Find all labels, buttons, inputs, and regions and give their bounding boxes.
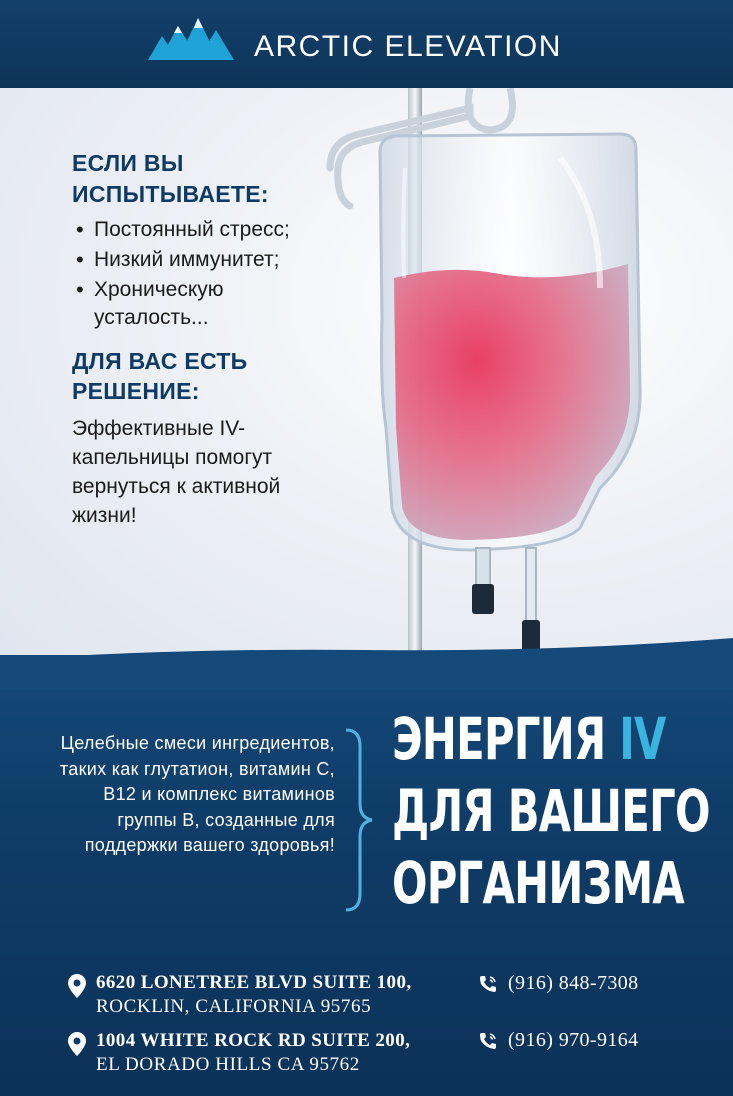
headline-line3: ОРГАНИЗМА bbox=[392, 849, 685, 917]
header-bar bbox=[0, 0, 733, 88]
solution-text: Эффективные IV-капельницы помогут вернуться к активной жизни! bbox=[72, 417, 281, 527]
phone-number: (916) 970-9164 bbox=[508, 1029, 639, 1051]
solution-heading-line1: ДЛЯ ВАС ЕСТЬ bbox=[72, 348, 248, 374]
headline-line2: ДЛЯ ВАШЕГО bbox=[392, 777, 710, 845]
symptoms-heading-line2: ИСПЫТЫВАЕТЕ: bbox=[72, 181, 269, 207]
headline-line1-main: ЭНЕРГИЯ bbox=[392, 705, 620, 773]
mountain-peaks-icon bbox=[148, 16, 234, 62]
phone-icon bbox=[478, 974, 498, 994]
address-line1: 1004 WHITE ROCK RD SUITE 200, bbox=[96, 1030, 411, 1051]
solution-heading-line2: РЕШЕНИЕ: bbox=[72, 378, 200, 404]
address-line1: 6620 LONETREE BLVD SUITE 100, bbox=[96, 972, 412, 993]
location-pin-icon bbox=[68, 1032, 86, 1056]
headline-accent: IV bbox=[619, 705, 666, 773]
address-line2: ROCKLIN, CALIFORNIA 95765 bbox=[96, 996, 372, 1017]
list-item: • Низкий иммунитет; bbox=[72, 246, 332, 274]
hero-section bbox=[0, 88, 733, 678]
phone-icon bbox=[478, 1031, 498, 1051]
symptoms-heading-line1: ЕСЛИ ВЫ bbox=[72, 150, 184, 176]
headline-line1 bbox=[392, 703, 666, 775]
headline bbox=[392, 703, 710, 919]
curly-brace-icon bbox=[340, 726, 376, 914]
ingredients-text: Целебные смеси ингредиентов, таких как глутатион, витамин С, В12 и комплекс витаминов группы В, созданные для поддержки вашего здоровья! bbox=[59, 733, 335, 855]
symptoms-block bbox=[72, 148, 332, 530]
symptoms-list bbox=[72, 216, 332, 332]
solution-heading bbox=[72, 346, 332, 406]
list-item: • Хроническую усталость... bbox=[72, 276, 332, 332]
list-item: • Постоянный стресс; bbox=[72, 216, 332, 244]
symptoms-heading bbox=[72, 148, 332, 210]
location-pin-icon bbox=[68, 974, 86, 998]
phone-number: (916) 848-7308 bbox=[508, 972, 639, 994]
brand-name: ARCTIC ELEVATION bbox=[254, 30, 562, 63]
address-line2: EL DORADO HILLS CA 95762 bbox=[96, 1054, 360, 1075]
wave-divider bbox=[0, 620, 733, 690]
